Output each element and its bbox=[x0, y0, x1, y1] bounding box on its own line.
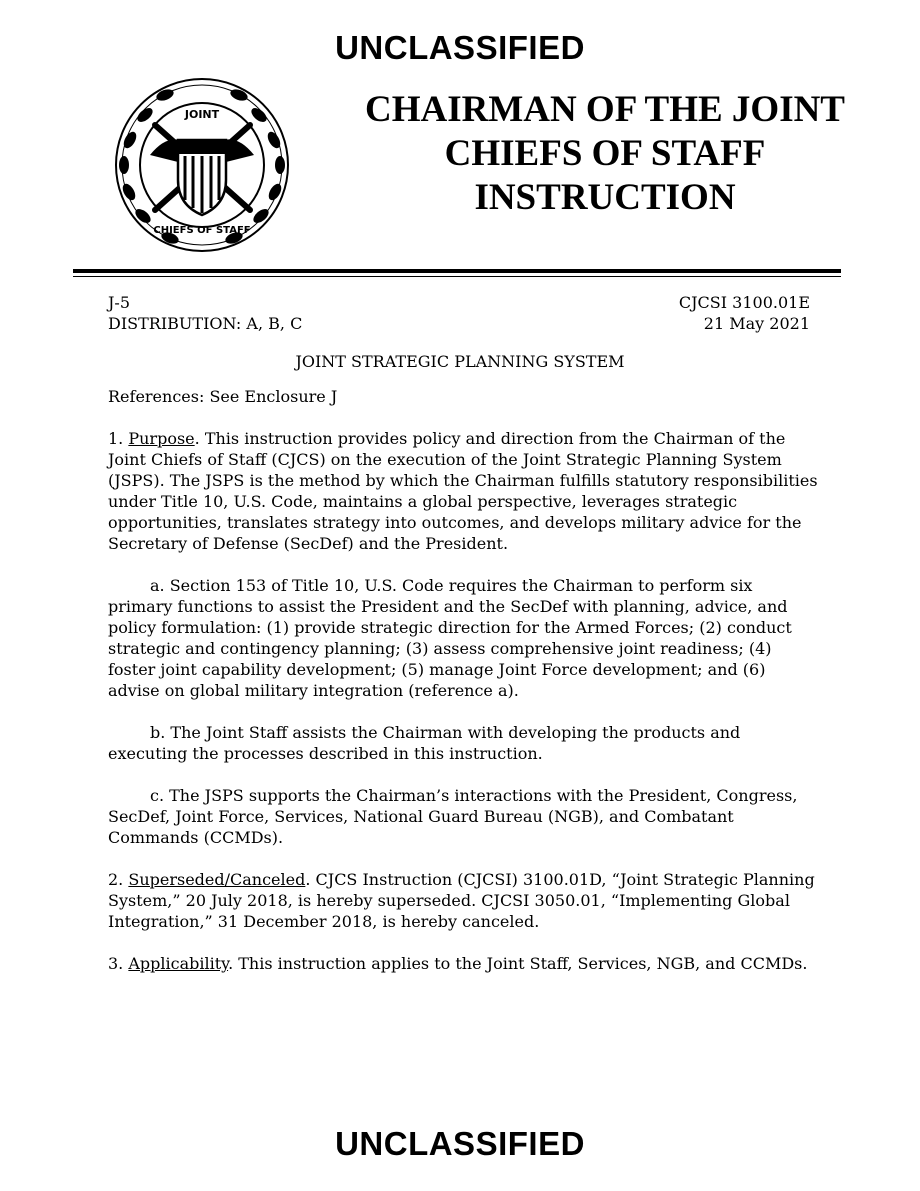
header-rule-thin bbox=[73, 276, 841, 277]
title-line-3: INSTRUCTION bbox=[474, 177, 736, 218]
office-code: J-5 bbox=[108, 293, 130, 312]
subject-line: JOINT STRATEGIC PLANNING SYSTEM bbox=[295, 352, 625, 371]
purpose-heading: Purpose bbox=[128, 429, 195, 448]
paragraph-1a: a. Section 153 of Title 10, U.S. Code requires the Chairman to perform six primary functions to assist the President and the SecDef with planning, advice, and policy formulation: (1) provide strategic direction for the Armed Forces; (2) conduct strategic and contingency planning; (3) assess comprehensive joint readiness; (4) foster joint capability development; (5) manage Joint Force development; and (6) advise on global military integration (reference a). bbox=[108, 576, 792, 700]
paragraph-1-purpose: 1. Purpose. This instruction provides policy and direction from the Chairman of the Joint Chiefs of Staff (CJCS) on the execution of the Joint Strategic Planning System (JSPS). The JSPS is the method by which the Chairman fulfills statutory responsibilities under Title 10, U.S. Code, maintains a global perspective, leverages strategic opportunities, translates strategy into outcomes, and develops military advice for the Secretary of Defense (SecDef) and the President. bbox=[108, 429, 818, 553]
document-body bbox=[108, 386, 820, 995]
header-rule-thick bbox=[73, 269, 841, 273]
paragraph-2-superseded: 2. Superseded/Canceled. CJCS Instruction (CJCSI) 3100.01D, “Joint Strategic Planning System,” 20 July 2018, is hereby superseded. CJCSI 3050.01, “Implementing Global Integration,” 31 December 2018, is hereby canceled. bbox=[108, 870, 815, 931]
svg-text:CHIEFS OF STAFF: CHIEFS OF STAFF bbox=[153, 225, 251, 236]
svg-text:JOINT: JOINT bbox=[184, 108, 220, 121]
title-line-1: CHAIRMAN OF THE JOINT bbox=[364, 89, 845, 130]
distribution-line: DISTRIBUTION: A, B, C bbox=[108, 314, 303, 333]
joint-chiefs-seal-icon bbox=[110, 70, 295, 265]
classification-banner-top: UNCLASSIFIED bbox=[335, 29, 585, 66]
paragraph-3-applicability: 3. Applicability. This instruction applies to the Joint Staff, Services, NGB, and CCMDs. bbox=[108, 954, 808, 973]
superseded-heading: Superseded/Canceled bbox=[128, 870, 306, 889]
paragraph-1b: b. The Joint Staff assists the Chairman with developing the products and executing the processes described in this instruction. bbox=[108, 723, 741, 763]
document-date: 21 May 2021 bbox=[703, 314, 810, 333]
applicability-heading: Applicability bbox=[128, 954, 229, 973]
paragraph-1c: c. The JSPS supports the Chairman’s interactions with the President, Congress, SecDef, Joint Force, Services, National Guard Bureau (NGB), and Combatant Commands (CCMDs). bbox=[108, 786, 798, 847]
title-line-2: CHIEFS OF STAFF bbox=[444, 133, 766, 174]
document-title bbox=[340, 88, 870, 220]
document-number: CJCSI 3100.01E bbox=[678, 293, 810, 312]
references-line: References: See Enclosure J bbox=[108, 387, 338, 406]
classification-banner-bottom: UNCLASSIFIED bbox=[335, 1125, 585, 1162]
